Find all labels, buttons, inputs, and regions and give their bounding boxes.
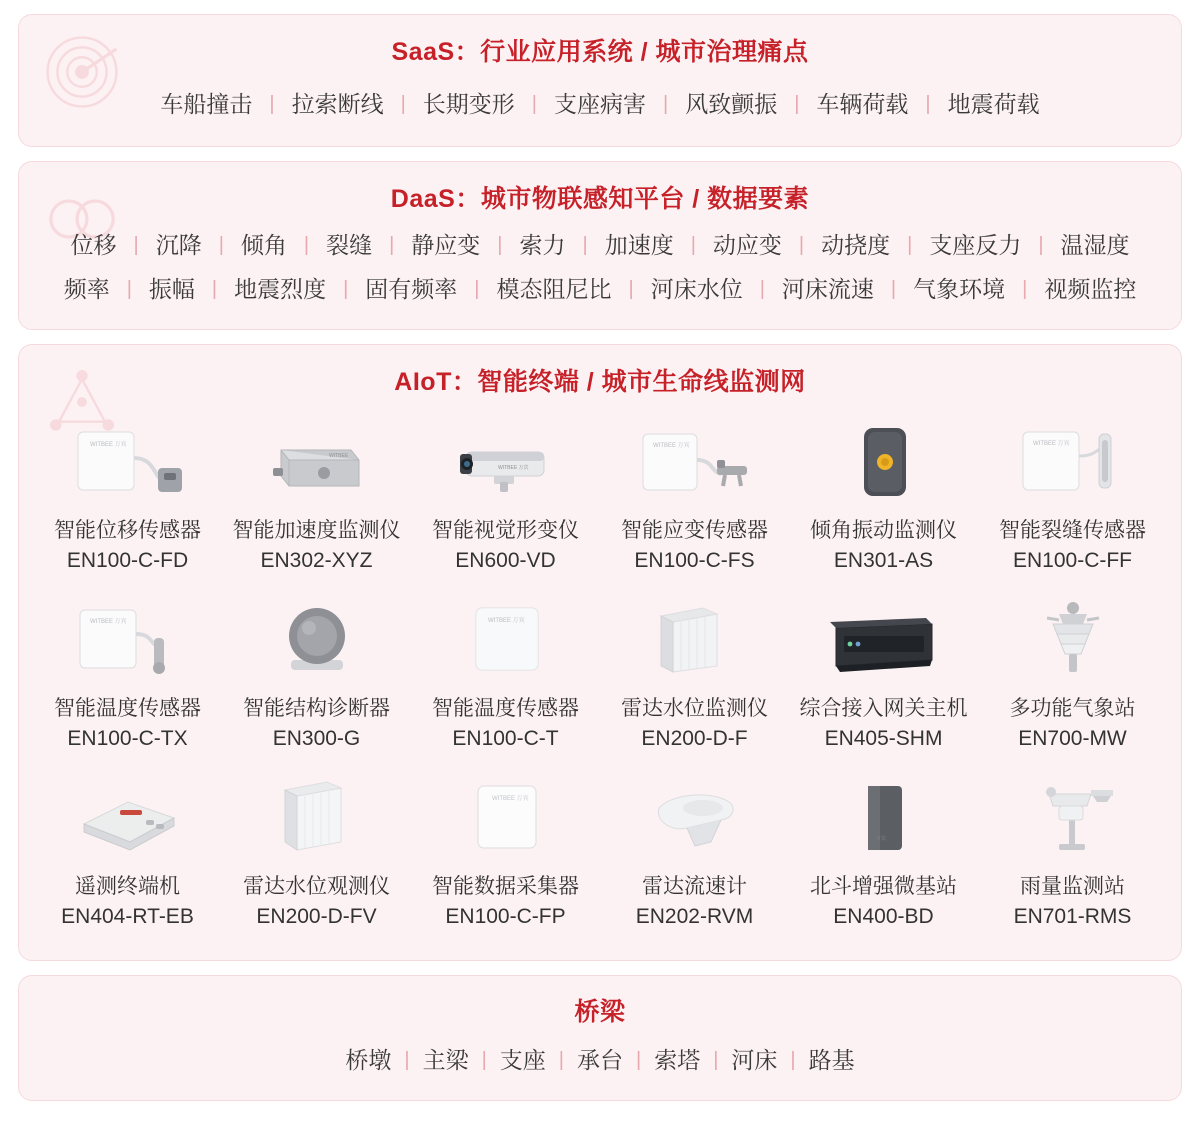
device-name: 雷达水位观测仪 — [243, 875, 390, 898]
svg-text:WITBEE 万宾: WITBEE 万宾 — [1032, 441, 1070, 447]
device-model: EN100-C-T — [452, 727, 559, 750]
device-card[interactable] — [789, 414, 978, 586]
device-name: 北斗增强微基站 — [810, 875, 957, 898]
device-name: 智能温度传感器 — [432, 697, 579, 720]
tag-separator: | — [890, 278, 897, 300]
device-card[interactable] — [33, 592, 222, 764]
bridge-tag: 路基 — [808, 1047, 855, 1073]
daas-panel — [18, 161, 1182, 330]
accelerometer-icon — [242, 418, 392, 504]
device-card[interactable] — [222, 414, 411, 586]
device-card[interactable] — [411, 414, 600, 586]
svg-text:WITBEE 万宾: WITBEE 万宾 — [89, 619, 127, 625]
device-card[interactable] — [33, 770, 222, 942]
tilt-vibration-icon — [809, 418, 959, 504]
tag-separator: | — [907, 234, 913, 256]
daas-title: DaaS：城市物联感知平台 / 数据要素 — [390, 185, 810, 213]
device-name: 遥测终端机 — [75, 875, 180, 898]
saas-tag: 拉索断线 — [291, 91, 384, 117]
daas-tag: 支座反力 — [929, 232, 1022, 258]
device-name: 综合接入网关主机 — [799, 697, 968, 720]
tag-separator: | — [400, 93, 406, 115]
bridge-tag: 承台 — [577, 1047, 623, 1073]
weather-station-icon — [998, 596, 1148, 682]
device-model: EN200-D-FV — [256, 905, 377, 928]
tag-separator: | — [211, 278, 218, 300]
bridge-tag: 主梁 — [422, 1047, 469, 1073]
saas-tag: 车辆荷载 — [816, 91, 909, 117]
bridge-panel — [18, 975, 1182, 1101]
daas-tag: 河床水位 — [650, 276, 743, 302]
daas-tag: 地震烈度 — [234, 276, 327, 302]
saas-tag: 地震荷载 — [947, 91, 1040, 117]
daas-tag: 固有频率 — [365, 276, 458, 302]
daas-tag: 倾角 — [240, 232, 287, 258]
daas-tag: 振幅 — [148, 276, 195, 302]
gateway-host-icon — [809, 596, 959, 682]
daas-tag: 频率 — [63, 276, 110, 302]
device-name: 智能结构诊断器 — [243, 697, 390, 720]
device-name: 智能视觉形变仪 — [432, 519, 579, 542]
device-card[interactable] — [600, 592, 789, 764]
daas-tag: 动挠度 — [821, 232, 891, 258]
tag-separator: | — [636, 1049, 642, 1071]
device-model: EN301-AS — [833, 549, 934, 572]
daas-tag: 河床流速 — [781, 276, 874, 302]
device-card[interactable] — [978, 414, 1167, 586]
tag-separator: | — [474, 278, 480, 300]
device-card[interactable] — [789, 592, 978, 764]
saas-panel — [18, 14, 1182, 147]
device-name: 智能加速度监测仪 — [232, 519, 401, 542]
saas-title: SaaS：行业应用系统 / 城市治理痛点 — [391, 38, 809, 66]
device-name: 智能位移传感器 — [54, 519, 201, 542]
svg-text:WITBEE 万宾: WITBEE 万宾 — [487, 618, 525, 624]
device-model: EN100-C-FP — [445, 905, 566, 928]
device-name: 雨量监测站 — [1020, 875, 1125, 898]
bridge-tag: 桥墩 — [345, 1047, 392, 1073]
tag-separator: | — [404, 1049, 410, 1071]
device-model: EN400-BD — [833, 905, 934, 928]
device-model: EN200-D-F — [641, 727, 748, 750]
device-name: 多功能气象站 — [1009, 697, 1136, 720]
bridge-tag: 河床 — [731, 1047, 778, 1073]
daas-tag: 动应变 — [712, 232, 782, 258]
daas-tag: 位移 — [70, 232, 117, 258]
tag-separator: | — [531, 93, 537, 115]
bridge-tag: 索塔 — [654, 1047, 701, 1073]
tag-separator: | — [126, 278, 132, 300]
tag-separator: | — [663, 93, 669, 115]
device-card[interactable] — [978, 592, 1167, 764]
tag-separator: | — [343, 278, 349, 300]
tag-separator: | — [481, 1049, 487, 1071]
device-model: EN100-C-FD — [66, 549, 189, 572]
tag-separator: | — [269, 93, 275, 115]
bridge-title: 桥梁 — [574, 998, 626, 1026]
daas-tag: 加速度 — [604, 232, 674, 258]
tag-separator: | — [133, 234, 139, 256]
device-model: EN202-RVM — [635, 905, 754, 928]
device-name: 智能数据采集器 — [432, 875, 579, 898]
svg-text:WITBEE 万宾: WITBEE 万宾 — [652, 443, 690, 449]
tag-separator: | — [558, 1049, 564, 1071]
device-model: EN300-G — [272, 727, 361, 750]
device-card[interactable] — [33, 414, 222, 586]
device-model: EN100-C-FS — [634, 549, 755, 572]
saas-tag: 车船撞击 — [160, 91, 253, 117]
tag-separator: | — [628, 278, 634, 300]
device-model: EN700-MW — [1018, 727, 1127, 750]
daas-tag-row-1 — [19, 221, 1181, 265]
svg-text:WITBEE 万宾: WITBEE 万宾 — [497, 465, 529, 471]
displacement-sensor-icon — [53, 418, 203, 504]
tag-separator: | — [582, 234, 588, 256]
bridge-tag: 支座 — [499, 1047, 546, 1073]
device-model: EN302-XYZ — [260, 549, 373, 572]
daas-tag: 模态阻尼比 — [496, 276, 612, 302]
data-collector-icon — [431, 774, 581, 860]
structure-diagnoser-icon — [242, 596, 392, 682]
daas-tag: 裂缝 — [326, 232, 373, 258]
tag-separator: | — [497, 234, 503, 256]
daas-tag: 沉降 — [155, 232, 202, 258]
tag-separator: | — [713, 1049, 719, 1071]
device-card[interactable] — [600, 414, 789, 586]
strain-sensor-icon — [620, 418, 770, 504]
tag-separator: | — [303, 234, 310, 256]
radar-velocity-icon — [620, 774, 770, 860]
device-name: 智能应变传感器 — [621, 519, 768, 542]
device-model: EN100-C-FF — [1012, 549, 1133, 572]
aiot-device-grid — [19, 404, 1181, 948]
device-model: EN405-SHM — [824, 727, 943, 750]
saas-tag-list — [19, 74, 1181, 146]
device-model: EN404-RT-EB — [61, 905, 194, 928]
daas-tag: 索力 — [519, 232, 566, 258]
svg-text:WITBEE 万宾: WITBEE 万宾 — [491, 796, 529, 802]
device-card[interactable] — [411, 770, 600, 942]
radar-observer-icon — [242, 774, 392, 860]
device-model: EN600-VD — [455, 549, 556, 572]
device-name: 倾角振动监测仪 — [810, 519, 957, 542]
diagram-page — [0, 14, 1200, 1123]
svg-text:万宾: 万宾 — [875, 836, 886, 842]
aiot-panel — [18, 344, 1182, 961]
saas-tag: 支座病害 — [554, 91, 646, 117]
tag-separator: | — [790, 1049, 796, 1071]
device-name: 智能温度传感器 — [54, 697, 201, 720]
device-card[interactable] — [600, 770, 789, 942]
temperature-sensor-icon — [53, 596, 203, 682]
radar-level-icon — [620, 596, 770, 682]
device-name: 智能裂缝传感器 — [999, 519, 1146, 542]
tag-separator: | — [1022, 278, 1028, 300]
device-card[interactable] — [222, 592, 411, 764]
rtu-terminal-icon — [53, 774, 203, 860]
device-name: 雷达水位监测仪 — [621, 697, 768, 720]
svg-text:WITBEE 万宾: WITBEE 万宾 — [89, 442, 127, 448]
device-model: EN701-RMS — [1013, 905, 1132, 928]
device-card[interactable] — [222, 770, 411, 942]
daas-tag: 视频监控 — [1044, 276, 1137, 302]
device-card[interactable] — [411, 592, 600, 764]
tag-separator: | — [759, 278, 765, 300]
crack-sensor-icon — [998, 418, 1148, 504]
svg-text:WITBEE: WITBEE — [328, 453, 348, 459]
device-name: 雷达流速计 — [642, 875, 747, 898]
bridge-tag-list — [19, 1034, 1181, 1100]
device-card[interactable] — [789, 770, 978, 942]
device-model: EN100-C-TX — [67, 727, 188, 750]
daas-tag: 静应变 — [411, 232, 481, 258]
temperature-box-icon — [431, 596, 581, 682]
device-card[interactable] — [978, 770, 1167, 942]
tag-separator: | — [1038, 234, 1044, 256]
saas-tag: 风致颤振 — [685, 91, 778, 117]
beidou-station-icon — [809, 774, 959, 860]
tag-separator: | — [218, 234, 224, 256]
daas-tag: 温湿度 — [1060, 232, 1130, 258]
daas-tag-row-2 — [19, 265, 1181, 329]
tag-separator: | — [389, 234, 395, 256]
vision-camera-icon — [431, 418, 581, 504]
daas-tag: 气象环境 — [913, 276, 1006, 302]
rain-gauge-icon — [998, 774, 1148, 860]
tag-separator: | — [925, 93, 931, 115]
tag-separator: | — [794, 93, 800, 115]
tag-separator: | — [690, 234, 696, 256]
tag-separator: | — [798, 234, 805, 256]
aiot-title: AIoT：智能终端 / 城市生命线监测网 — [394, 368, 806, 396]
saas-tag: 长期变形 — [422, 91, 515, 117]
